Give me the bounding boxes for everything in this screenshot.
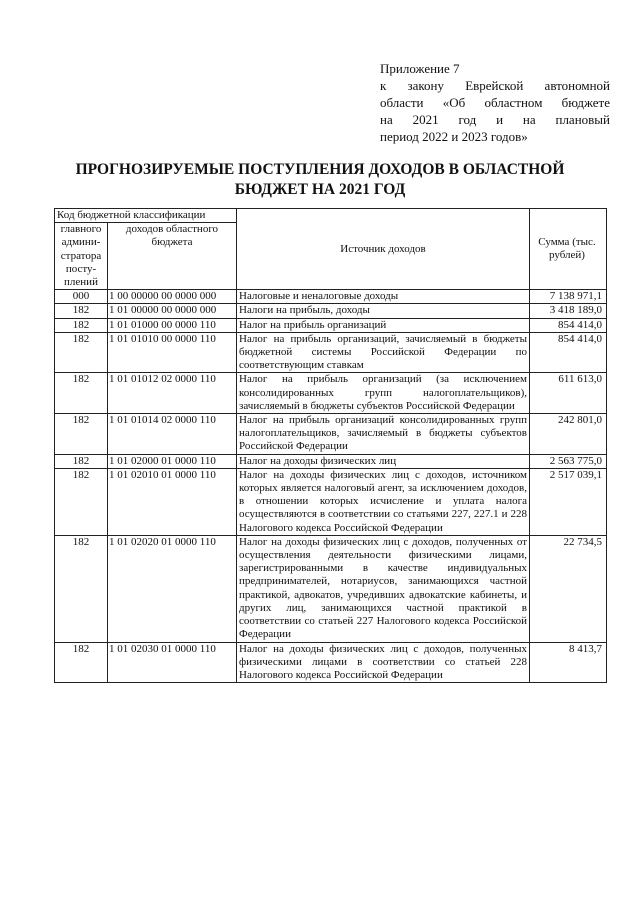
cell-source: Налог на доходы физических лиц с доходов, полученных от осуществления деятельности физическими лицами, зарегистрированными в качестве индивидуальных предпринимателей, нотариусов, занимающихся частной практикой, адвокатов, учредивших адвокатские кабинеты, и других лиц, занимающихся частной практикой в соответствии со статьей 227 Налогового кодекса Российской Федерации (237, 535, 530, 642)
header-income-code: доходов областного бюджета (108, 223, 237, 290)
page-title (60, 160, 580, 200)
cell-sum: 3 418 189,0 (530, 304, 607, 318)
cell-sum: 8 413,7 (530, 642, 607, 683)
table-row (55, 304, 607, 318)
cell-admin: 182 (55, 454, 108, 468)
cell-source: Налог на доходы физических лиц (237, 454, 530, 468)
cell-sum: 242 801,0 (530, 414, 607, 455)
cell-sum: 22 734,5 (530, 535, 607, 642)
cell-admin: 182 (55, 304, 108, 318)
cell-code: 1 01 01000 00 0000 110 (108, 318, 237, 332)
table-row (55, 332, 607, 373)
cell-code: 1 01 01010 00 0000 110 (108, 332, 237, 373)
cell-code: 1 00 00000 00 0000 000 (108, 290, 237, 304)
table-row (55, 454, 607, 468)
cell-admin: 182 (55, 373, 108, 414)
cell-sum: 7 138 971,1 (530, 290, 607, 304)
appendix-line-5: период 2022 и 2023 годов» (380, 129, 528, 144)
cell-code: 1 01 02020 01 0000 110 (108, 535, 237, 642)
appendix-block (380, 60, 610, 145)
title-line-2: БЮДЖЕТ НА 2021 ГОД (234, 181, 406, 198)
header-budget-code: Код бюджетной классификации (55, 209, 237, 223)
header-source: Источник доходов (237, 209, 530, 290)
cell-admin: 182 (55, 332, 108, 373)
cell-admin: 182 (55, 535, 108, 642)
cell-source: Налог на доходы физических лиц с доходов, полученных физическими лицами в соответствии со статьей 228 Налогового кодекса Российской Федерации (237, 642, 530, 683)
cell-code: 1 01 02030 01 0000 110 (108, 642, 237, 683)
cell-source: Налог на доходы физических лиц с доходов, источником которых является налоговый агент, за исключением доходов, в отношении которых исчисление и уплата налога осуществляются в соответствии со статьями 227, 227.1 и 228 Налогового кодекса Российской Федерации (237, 468, 530, 535)
cell-admin: 182 (55, 318, 108, 332)
cell-source: Налог на прибыль организаций, зачисляемый в бюджеты бюджетной системы Российской Федерации по соответствующим ставкам (237, 332, 530, 373)
cell-sum: 854 414,0 (530, 332, 607, 373)
cell-code: 1 01 01012 02 0000 110 (108, 373, 237, 414)
table-row (55, 290, 607, 304)
cell-admin: 182 (55, 642, 108, 683)
appendix-line-2: к закону Еврейской автономной (380, 78, 610, 93)
header-sum: Сумма (тыс. рублей) (530, 209, 607, 290)
cell-sum: 2 517 039,1 (530, 468, 607, 535)
cell-sum: 854 414,0 (530, 318, 607, 332)
table-row (55, 414, 607, 455)
cell-source: Налог на прибыль организаций (за исключением консолидированных групп налогоплательщиков), зачисляемый в бюджеты субъектов Российской Федерации (237, 373, 530, 414)
cell-code: 1 01 02010 01 0000 110 (108, 468, 237, 535)
cell-source: Налоги на прибыль, доходы (237, 304, 530, 318)
header-admin: главного админи-стратора посту-плений (55, 223, 108, 290)
table-row (55, 535, 607, 642)
cell-sum: 2 563 775,0 (530, 454, 607, 468)
cell-source: Налог на прибыль организаций (237, 318, 530, 332)
cell-admin: 000 (55, 290, 108, 304)
appendix-line-4: на 2021 год и на плановый (380, 112, 610, 127)
cell-source: Налог на прибыль организаций консолидированных групп налогоплательщиков, зачисляемый в бюджеты субъектов Российской Федерации (237, 414, 530, 455)
table-row (55, 318, 607, 332)
title-line-1: ПРОГНОЗИРУЕМЫЕ ПОСТУПЛЕНИЯ ДОХОДОВ В ОБЛАСТНОЙ (75, 161, 565, 178)
cell-code: 1 01 00000 00 0000 000 (108, 304, 237, 318)
cell-sum: 611 613,0 (530, 373, 607, 414)
table-row (55, 468, 607, 535)
income-table (54, 208, 607, 683)
cell-source: Налоговые и неналоговые доходы (237, 290, 530, 304)
table-row (55, 373, 607, 414)
cell-code: 1 01 01014 02 0000 110 (108, 414, 237, 455)
cell-code: 1 01 02000 01 0000 110 (108, 454, 237, 468)
table-row (55, 642, 607, 683)
appendix-line-3: области «Об областном бюджете (380, 95, 610, 110)
cell-admin: 182 (55, 414, 108, 455)
cell-admin: 182 (55, 468, 108, 535)
appendix-line-1: Приложение 7 (380, 61, 460, 76)
